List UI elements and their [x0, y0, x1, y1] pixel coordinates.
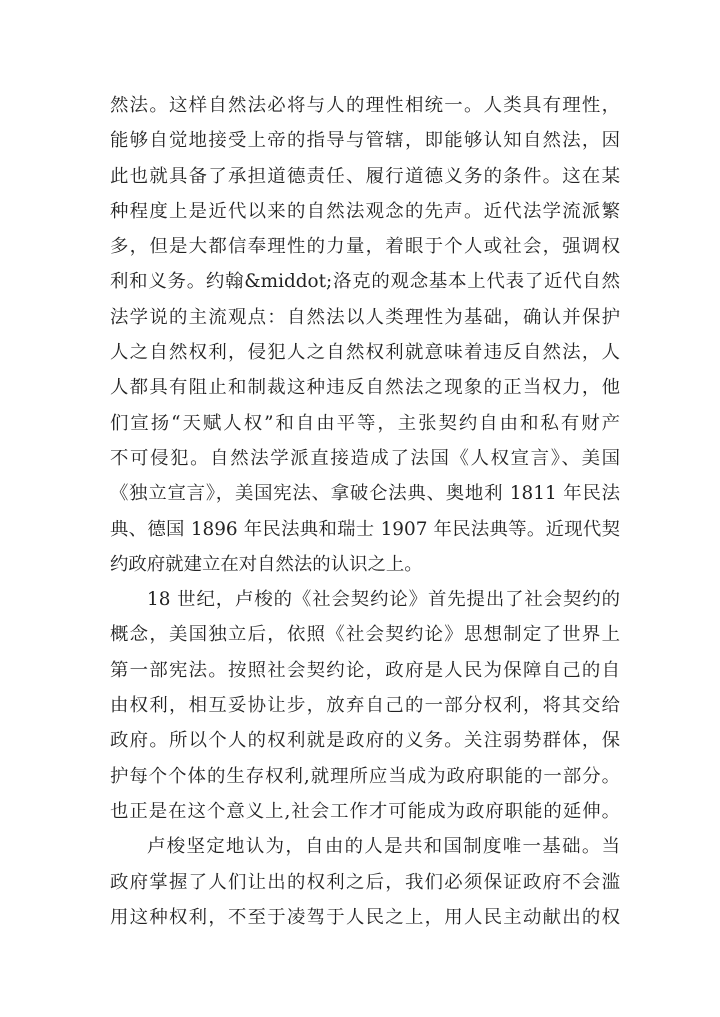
text-line: 能够自觉地接受上帝的指导与管辖，即能够认知自然法，因 — [110, 130, 620, 152]
text-line: 政府掌握了人们让出的权利之后，我们必须保证政府不会滥 — [110, 871, 620, 893]
text-line: 然法。这样自然法必将与人的理性相统一。人类具有理性， — [110, 95, 620, 116]
text-line: 18 世纪，卢梭的《社会契约论》首先提出了社会契约的 — [147, 589, 620, 611]
text-line: 不可侵犯。自然法学派直接造成了法国《人权宣言》、美国 — [110, 447, 620, 469]
text-line: 也正是在这个意义上,社会工作才可能成为政府职能的延伸。 — [110, 800, 620, 822]
text-line: 多，但是大都信奉理性的力量，着眼于个人或社会，强调权 — [110, 236, 620, 258]
text-line: 概念，美国独立后，依照《社会契约论》思想制定了世界上 — [110, 624, 620, 646]
paragraph-rousseau — [110, 829, 620, 935]
text-line: 政府。所以个人的权利就是政府的义务。关注弱势群体，保 — [110, 730, 620, 752]
text-line: 利和义务。约翰&middot;洛克的观念基本上代表了近代自然 — [110, 271, 620, 293]
text-line: 第一部宪法。按照社会契约论，政府是人民为保障自己的自 — [110, 659, 620, 681]
text-line: 种程度上是近代以来的自然法观念的先声。近代法学流派繁 — [110, 200, 620, 222]
text-line: 典、德国 1896 年民法典和瑞士 1907 年民法典等。近现代契 — [110, 518, 620, 540]
text-line: 约政府就建立在对自然法的认识之上。 — [110, 553, 423, 575]
text-line: 们宣扬“天赋人权”和自由平等，主张契约自由和私有财产 — [110, 412, 620, 434]
text-line: 人都具有阻止和制裁这种违反自然法之现象的正当权力，他 — [110, 377, 620, 399]
text-line: 此也就具备了承担道德责任、履行道德义务的条件。这在某 — [110, 165, 620, 187]
text-line: 人之自然权利，侵犯人之自然权利就意味着违反自然法，人 — [110, 342, 620, 364]
paragraph-social-contract — [110, 582, 620, 829]
text-line: 由权利，相互妥协让步，放弃自己的一部分权利，将其交给 — [110, 695, 620, 717]
text-line: 卢梭坚定地认为，自由的人是共和国制度唯一基础。当 — [147, 836, 620, 858]
text-line: 法学说的主流观点：自然法以人类理性为基础，确认并保护 — [110, 306, 620, 328]
text-line: 护每个个体的生存权利,就理所应当成为政府职能的一部分。 — [110, 765, 620, 787]
body-text — [110, 88, 620, 935]
paragraph-natural-law — [110, 88, 620, 582]
text-line: 《独立宣言》，美国宪法、拿破仑法典、奥地利 1811 年民法 — [110, 483, 620, 505]
text-line: 用这种权利，不至于凌驾于人民之上，用人民主动献出的权 — [110, 906, 620, 928]
